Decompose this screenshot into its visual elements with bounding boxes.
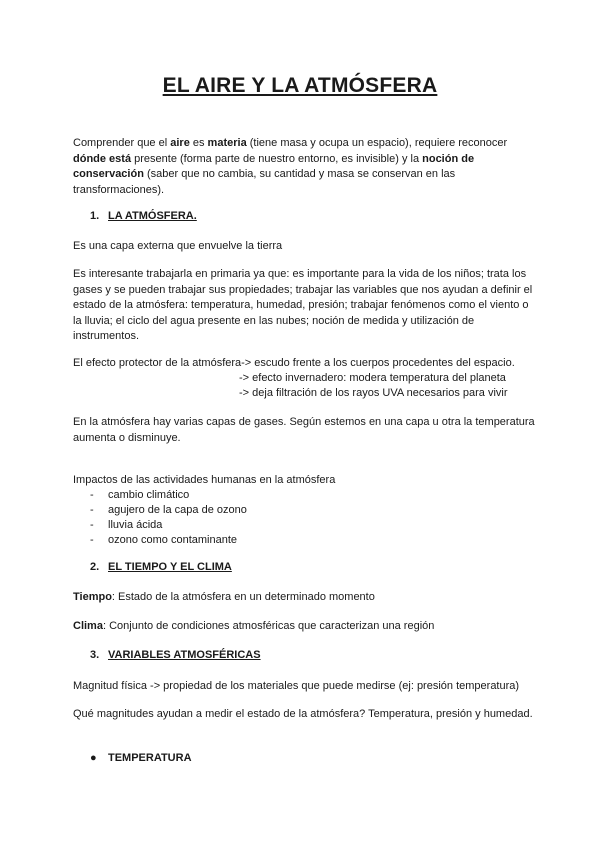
section-heading-3 — [90, 649, 261, 661]
s1-paragraph-1: Es una capa externa que envuelve la tierra — [73, 240, 283, 252]
dash-marker: - — [90, 489, 94, 501]
section-heading-1 — [90, 210, 197, 222]
intro-bold-aire: aire — [170, 137, 190, 149]
tiempo-definition — [73, 590, 535, 606]
intro-bold-nocion: noción de conservación — [73, 152, 475, 180]
s1-paragraph-2: Es interesante trabajarla en primaria ya que: es importante para la vida de los niños; trata los gases y se pueden trabajar sus propiedades; trabajar las variables que nos ayudan a definir el estado de la atmósfera: temperatura, humedad, presión; trabajar fenómenos como el viento o la lluvia; el ciclo del agua presente en las nubes; noción de medida y utilización de instrumentos. — [73, 268, 533, 342]
definition-text: : Estado de la atmósfera en un determinado momento — [111, 591, 375, 603]
s3-paragraph-1: Magnitud física -> propiedad de los materiales que puede medirse (ej: presión temperatura) — [73, 680, 520, 692]
dash-marker: - — [90, 504, 94, 516]
intro-bold-donde-esta: dónde está — [73, 152, 132, 165]
intro-text: presente (forma parte de nuestro entorno, es invisible) y la — [131, 152, 423, 165]
section-label: LA ATMÓSFERA. — [108, 210, 197, 222]
intro-text: (tiene masa y ocupa un espacio), requiere reconocer — [246, 137, 508, 149]
section-label: EL TIEMPO Y EL CLIMA — [108, 561, 232, 573]
section-label: VARIABLES ATMOSFÉRICAS — [108, 649, 261, 661]
dash-marker: - — [90, 519, 94, 531]
bullet-dot-icon: ● — [90, 752, 97, 764]
s3-paragraph-2: Qué magnitudes ayudan a medir el estado de la atmósfera? Temperatura, presión y humedad. — [73, 708, 533, 720]
list-item — [90, 518, 247, 533]
intro-text: es — [189, 137, 208, 149]
list-item — [90, 488, 247, 503]
intro-paragraph — [73, 136, 535, 198]
section-number: 3. — [90, 649, 100, 661]
list-item-text: lluvia ácida — [108, 519, 163, 531]
dash-marker: - — [90, 534, 94, 546]
page-title: EL AIRE Y LA ATMÓSFERA — [162, 74, 438, 97]
definition-text: : Conjunto de condiciones atmosféricas que caracterizan una región — [102, 620, 435, 632]
list-item-text: ozono como contaminante — [108, 534, 238, 546]
list-item-text: cambio climático — [108, 489, 190, 501]
s1-paragraph-3: El efecto protector de la atmósfera-> escudo frente a los cuerpos procedentes del espacio. — [73, 357, 515, 369]
list-item — [90, 533, 247, 548]
section-number: 1. — [90, 210, 100, 222]
list-item — [90, 503, 247, 518]
clima-definition — [73, 619, 535, 635]
impacts-list — [90, 488, 247, 548]
s1-paragraph-4: En la atmósfera hay varias capas de gases. Según estemos en una capa u otra la temperatura aumenta o disminuye. — [73, 416, 535, 444]
impacts-title: Impactos de las actividades humanas en la atmósfera — [73, 474, 336, 486]
intro-text: Comprender que el — [73, 137, 171, 149]
s1-sub-point-2: -> deja filtración de los rayos UVA necesarios para vivir — [239, 387, 508, 399]
s1-sub-point-1: -> efecto invernadero: modera temperatura del planeta — [239, 372, 506, 384]
intro-text: (saber que no cambia, su cantidad y masa se conservan en las transformaciones). — [73, 168, 456, 196]
term-clima: Clima — [73, 620, 103, 632]
intro-bold-materia: materia — [207, 137, 247, 149]
section-heading-2 — [90, 561, 232, 573]
temperatura-bullet — [90, 752, 192, 764]
section-number: 2. — [90, 561, 100, 573]
bullet-label: TEMPERATURA — [108, 752, 192, 764]
list-item-text: agujero de la capa de ozono — [108, 504, 247, 516]
term-tiempo: Tiempo — [73, 591, 112, 603]
